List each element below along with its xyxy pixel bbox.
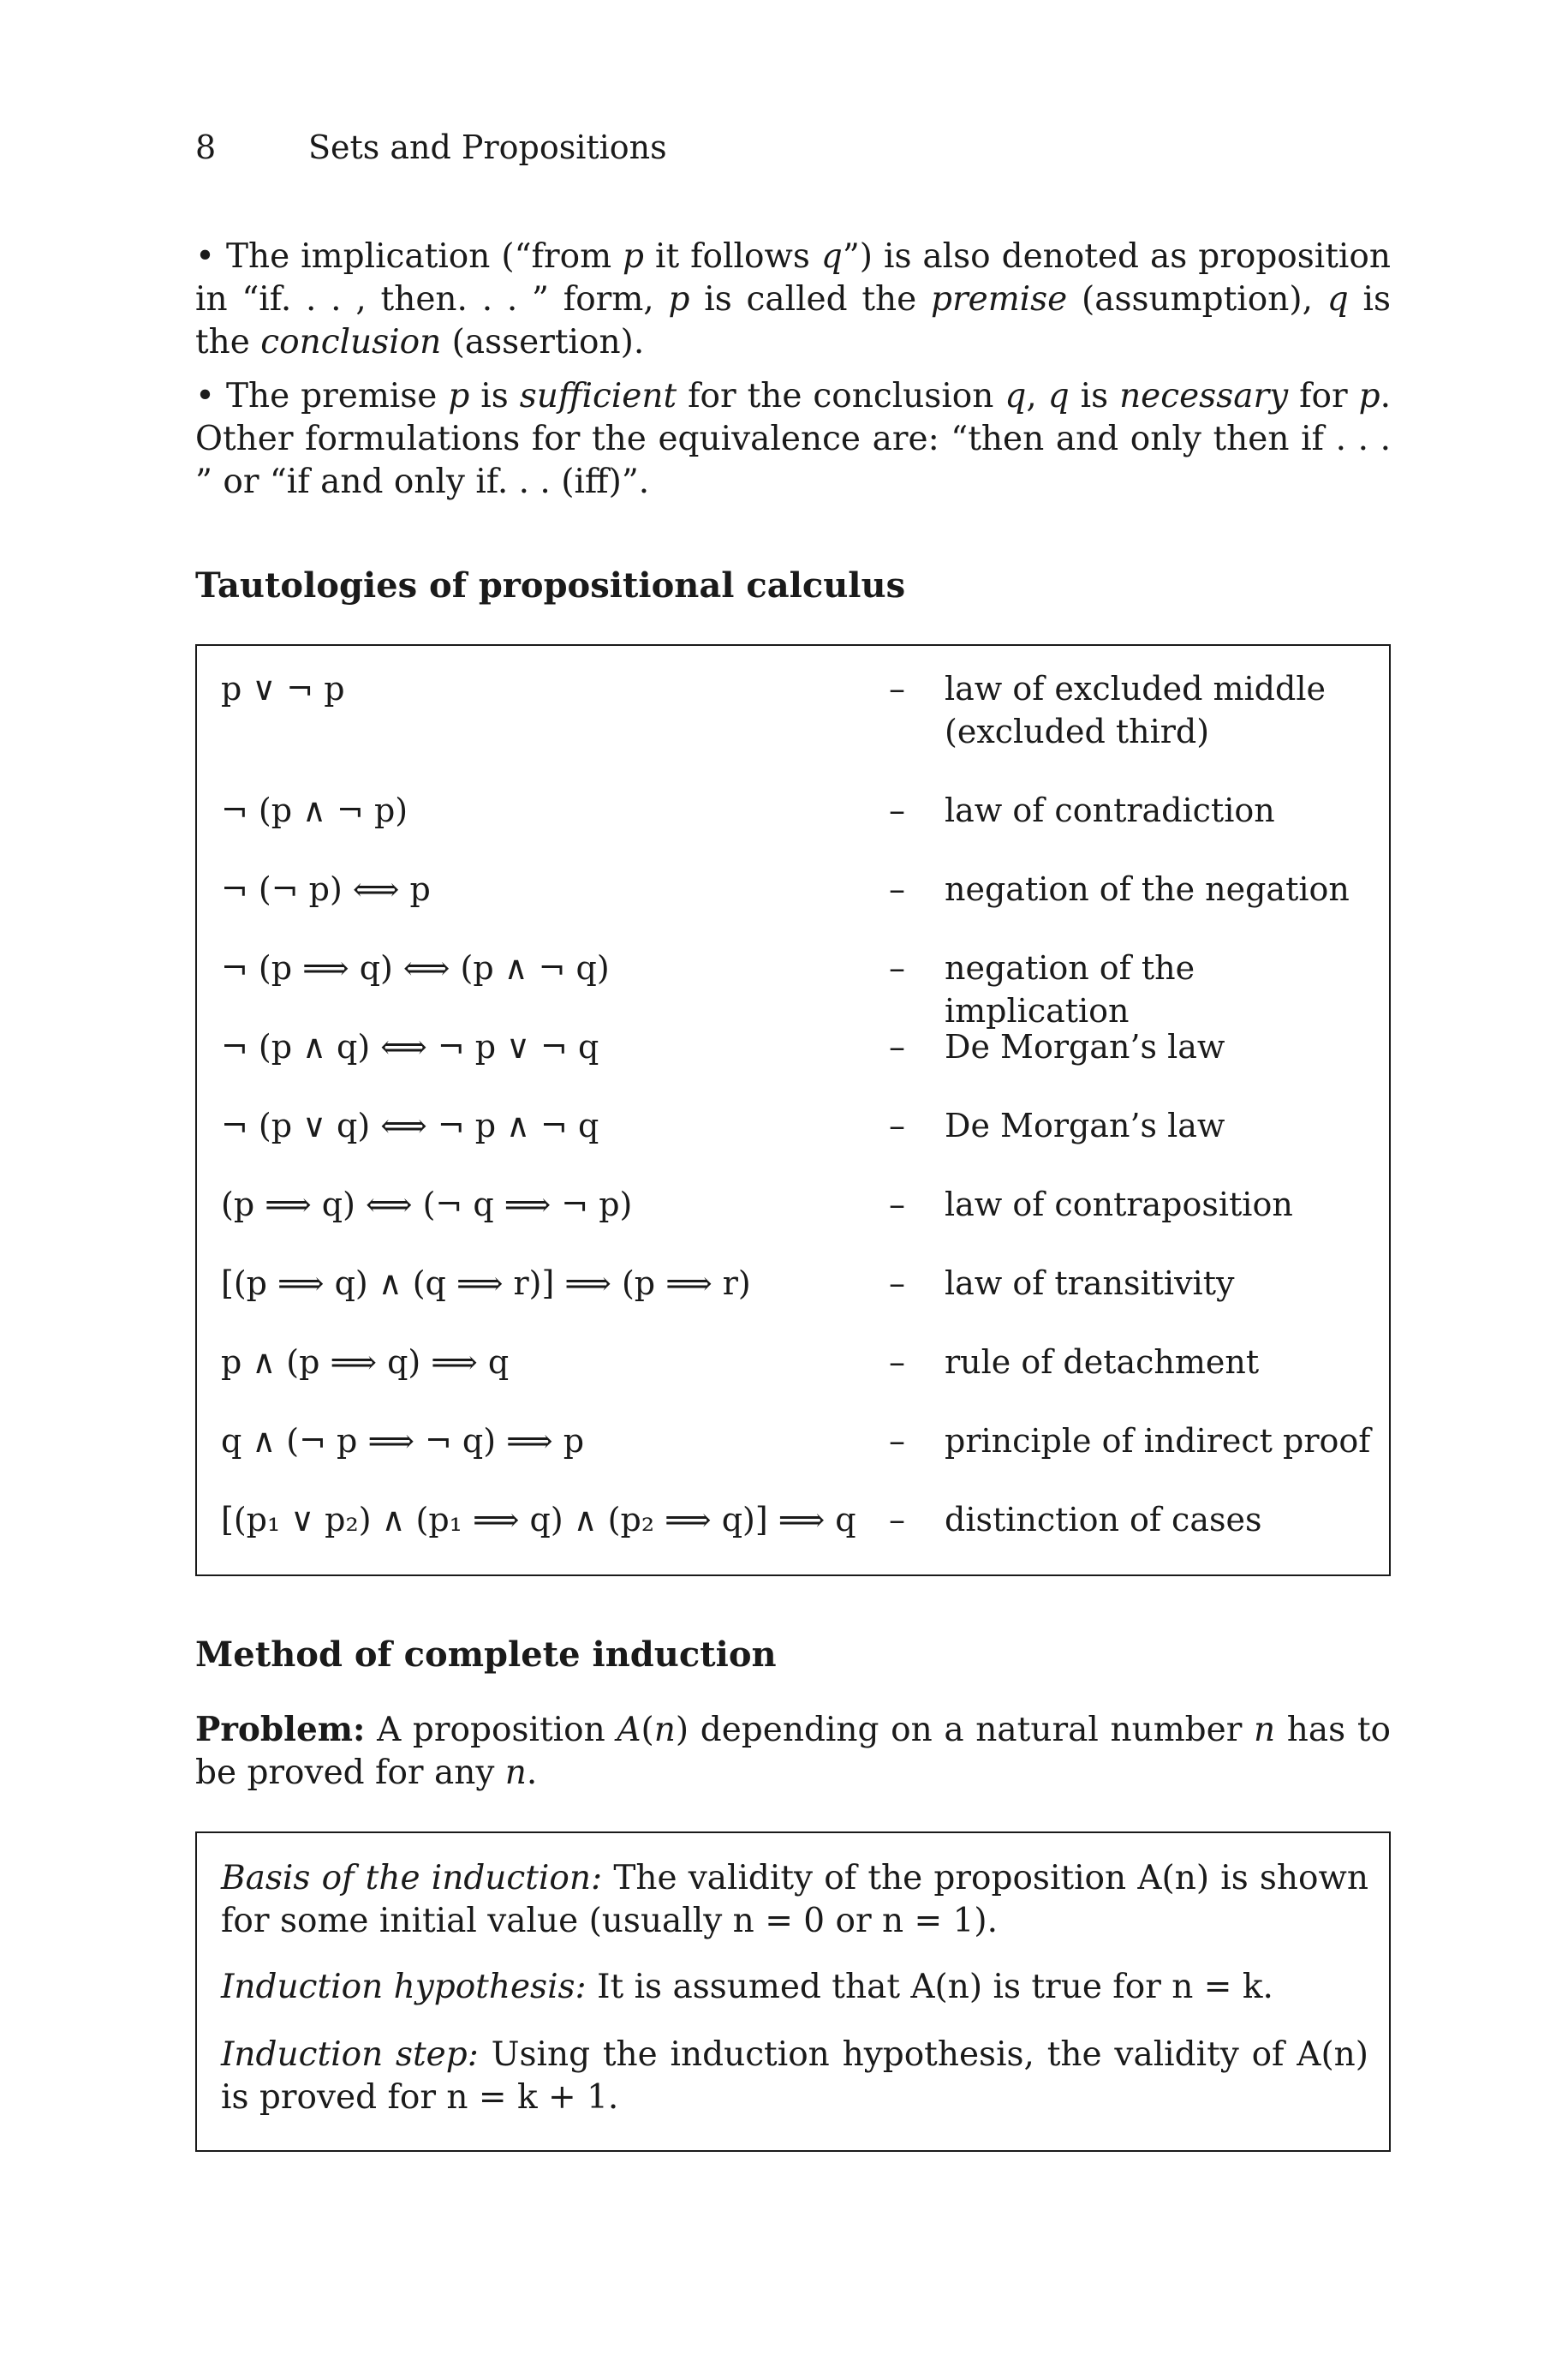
dash: – [889, 1028, 905, 1066]
problem-statement: Problem: A proposition A(n) depending on a natural number n has to be proved for any n. [195, 1710, 1392, 1792]
step-label: Induction step: [221, 2035, 479, 2074]
dash: – [889, 1107, 905, 1144]
description: law of transitivity [945, 1264, 1235, 1302]
dash: – [889, 1186, 905, 1223]
dash: – [889, 1501, 905, 1539]
formula: ¬ (p ∧ q) ⟺ ¬ p ∨ ¬ q [221, 1028, 599, 1066]
intro-paragraph-premise: • The premise p is sufficient for the conclusion q, q is necessary for p. Other formulations for the equivalence are: “then and only then if . . . ” or “if and only if. . . (iff)”. [195, 377, 1391, 501]
page-header [195, 128, 667, 166]
dash: – [889, 670, 905, 708]
induction-step: Induction step: Using the induction hypothesis, the validity of A(n) is proved for n = k + 1. [221, 2035, 1368, 2117]
formula: ¬ (p ∧ ¬ p) [221, 792, 408, 829]
formula: ¬ (p ⟹ q) ⟺ (p ∧ ¬ q) [221, 949, 610, 987]
formula: ¬ (¬ p) ⟺ p [221, 870, 431, 908]
induction-hypothesis: Induction hypothesis: It is assumed that A(n) is true for n = k. [221, 1968, 1273, 2006]
dash: – [889, 1422, 905, 1460]
tautologies-heading: Tautologies of propositional calculus [195, 565, 906, 606]
description: law of contraposition [945, 1186, 1293, 1223]
dash: – [889, 870, 905, 908]
basis-label: Basis of the induction: [221, 1859, 603, 1897]
intro-paragraph-implication: • The implication (“from p it follows q”) is also denoted as proposition in “if. . . , then. . . ” form, p is called the premise (assumption), q is the conclusion (assertion). [195, 237, 1391, 361]
dash: – [889, 1343, 905, 1381]
running-title: Sets and Propositions [308, 128, 667, 166]
description: rule of detachment [945, 1343, 1260, 1381]
formula: p ∧ (p ⟹ q) ⟹ q [221, 1343, 510, 1381]
formula: [(p ⟹ q) ∧ (q ⟹ r)] ⟹ (p ⟹ r) [221, 1264, 751, 1302]
page-number: 8 [195, 128, 217, 166]
problem-label: Problem: [195, 1710, 366, 1749]
description: negation of the negation [945, 870, 1350, 908]
description: law of contradiction [945, 792, 1275, 829]
hypothesis-label: Induction hypothesis: [221, 1968, 587, 2006]
formula: (p ⟹ q) ⟺ (¬ q ⟹ ¬ p) [221, 1186, 633, 1223]
formula: [(p₁ ∨ p₂) ∧ (p₁ ⟹ q) ∧ (p₂ ⟹ q)] ⟹ q [221, 1501, 856, 1539]
description: distinction of cases [945, 1501, 1262, 1539]
tautologies-table [195, 644, 1391, 1576]
formula: q ∧ (¬ p ⟹ ¬ q) ⟹ p [221, 1422, 585, 1460]
dash: – [889, 792, 905, 829]
formula: ¬ (p ∨ q) ⟺ ¬ p ∧ ¬ q [221, 1107, 599, 1144]
formula: p ∨ ¬ p [221, 670, 345, 708]
dash: – [889, 1264, 905, 1302]
description: De Morgan’s law [945, 1028, 1225, 1066]
dash: – [889, 949, 905, 987]
induction-heading: Method of complete induction [195, 1634, 777, 1675]
description: principle of indirect proof [945, 1422, 1371, 1460]
induction-box [195, 1831, 1391, 2152]
description: law of excluded middle (excluded third) [945, 670, 1326, 750]
description: De Morgan’s law [945, 1107, 1225, 1144]
induction-basis: Basis of the induction: The validity of the proposition A(n) is shown for some initial value (usually n = 0 or n = 1). [221, 1859, 1369, 1940]
description: negation of the implication [945, 949, 1195, 1030]
